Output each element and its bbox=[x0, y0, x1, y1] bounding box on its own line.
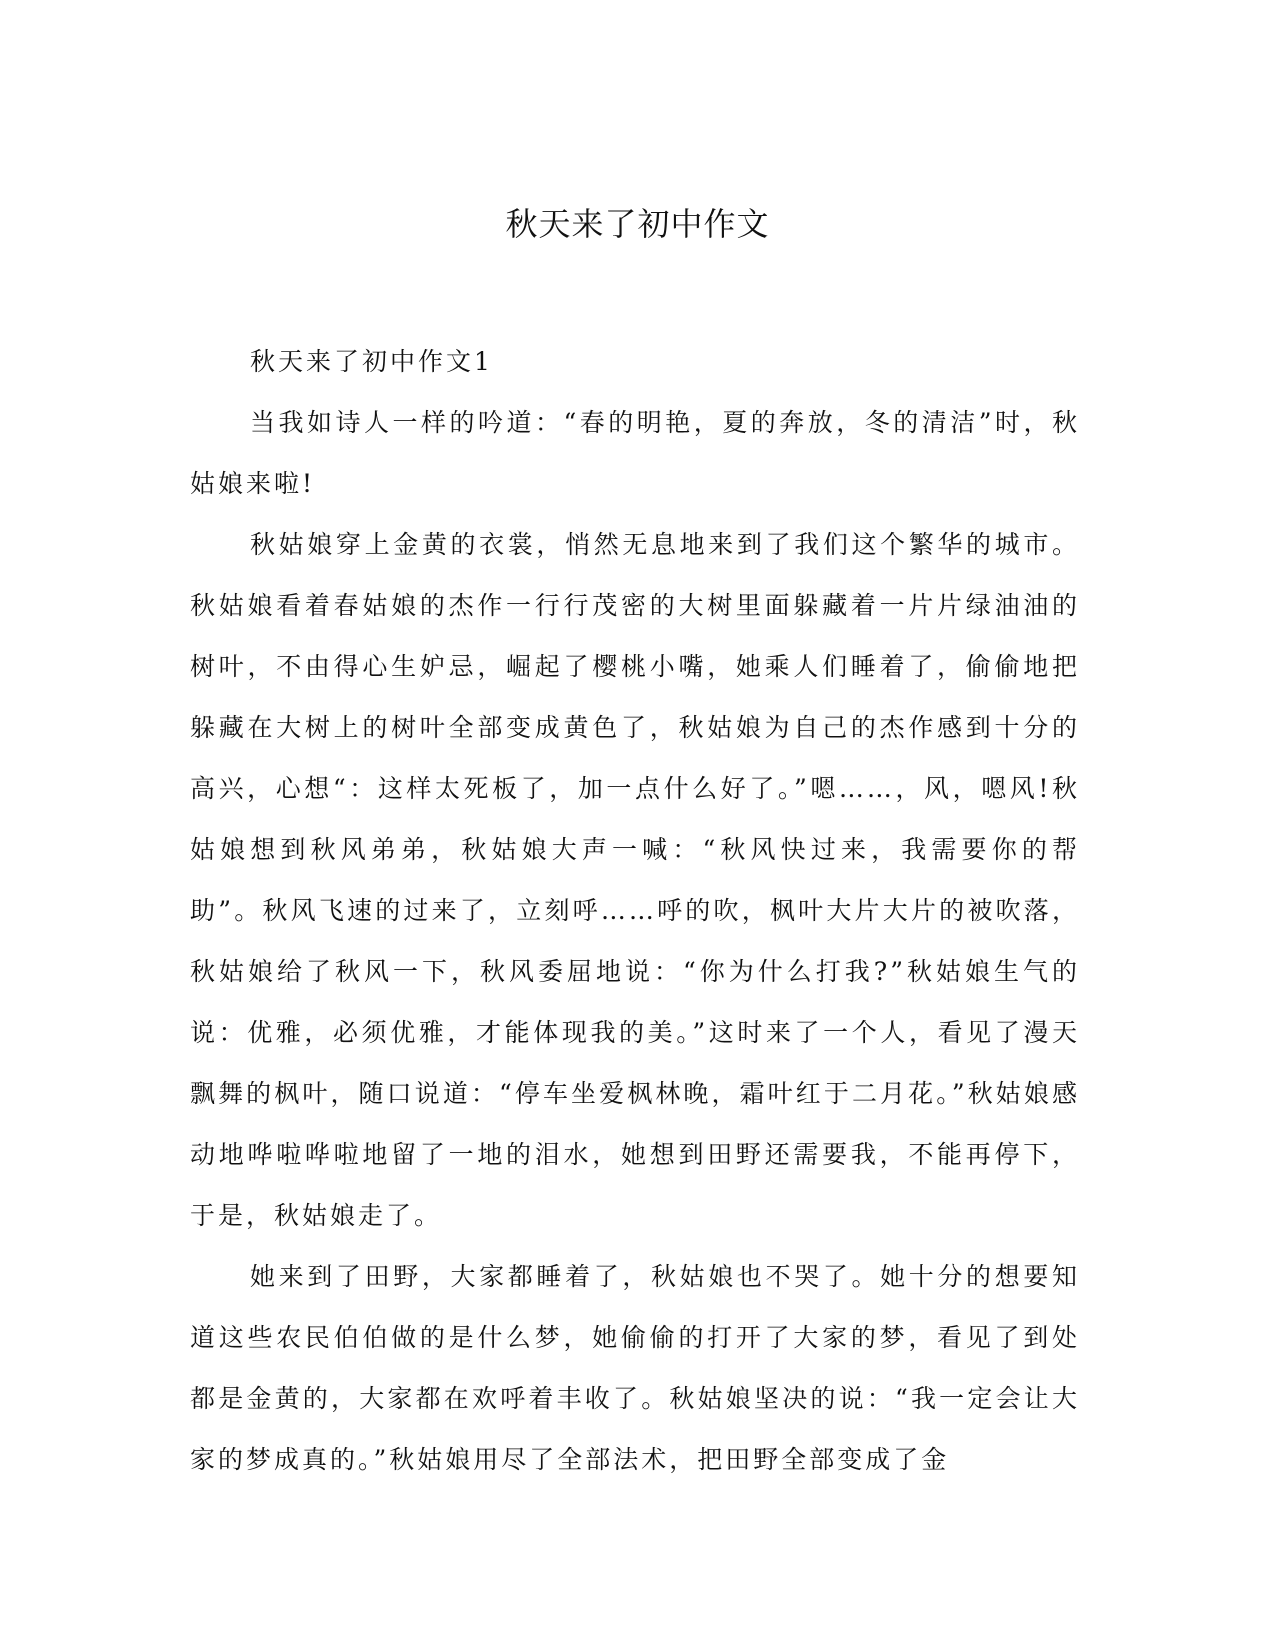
paragraph-2: 秋姑娘穿上金黄的衣裳，悄然无息地来到了我们这个繁华的城市。秋姑娘看着春姑娘的杰作一行行茂密的大树里面躲藏着一片片绿油油的树叶，不由得心生妒忌，崛起了樱桃小嘴，她乘人们睡着了，偷偷地把躲藏在大树上的树叶全部变成黄色了，秋姑娘为自己的杰作感到十分的高兴，心想“：这样太死板了，加一点什么好了。”嗯……，风，嗯风!秋姑娘想到秋风弟弟，秋姑娘大声一喊：“秋风快过来，我需要你的帮助”。秋风飞速的过来了，立刻呼……呼的吹，枫叶大片大片的被吹落，秋姑娘给了秋风一下，秋风委屈地说：“你为什么打我?”秋姑娘生气的说：优雅，必须优雅，才能体现我的美。”这时来了一个人，看见了漫天飘舞的枫叶，随口说道：“停车坐爱枫林晚，霜叶红于二月花。”秋姑娘感动地哗啦哗啦地留了一地的泪水，她想到田野还需要我，不能再停下，于是，秋姑娘走了。 bbox=[190, 530, 1080, 1230]
section-heading: 秋天来了初中作文1 bbox=[250, 347, 493, 376]
paragraph-1: 当我如诗人一样的吟道：“春的明艳，夏的奔放，冬的清洁”时，秋姑娘来啦! bbox=[190, 408, 1080, 498]
document-title: 秋天来了初中作文 bbox=[505, 205, 770, 243]
paragraph-3: 她来到了田野，大家都睡着了，秋姑娘也不哭了。她十分的想要知道这些农民伯伯做的是什么梦，她偷偷的打开了大家的梦，看见了到处都是金黄的，大家都在欢呼着丰收了。秋姑娘坚决的说：“我一定会让大家的梦成真的。”秋姑娘用尽了全部法术，把田野全部变成了金 bbox=[190, 1262, 1080, 1474]
document-body bbox=[190, 331, 1080, 1490]
